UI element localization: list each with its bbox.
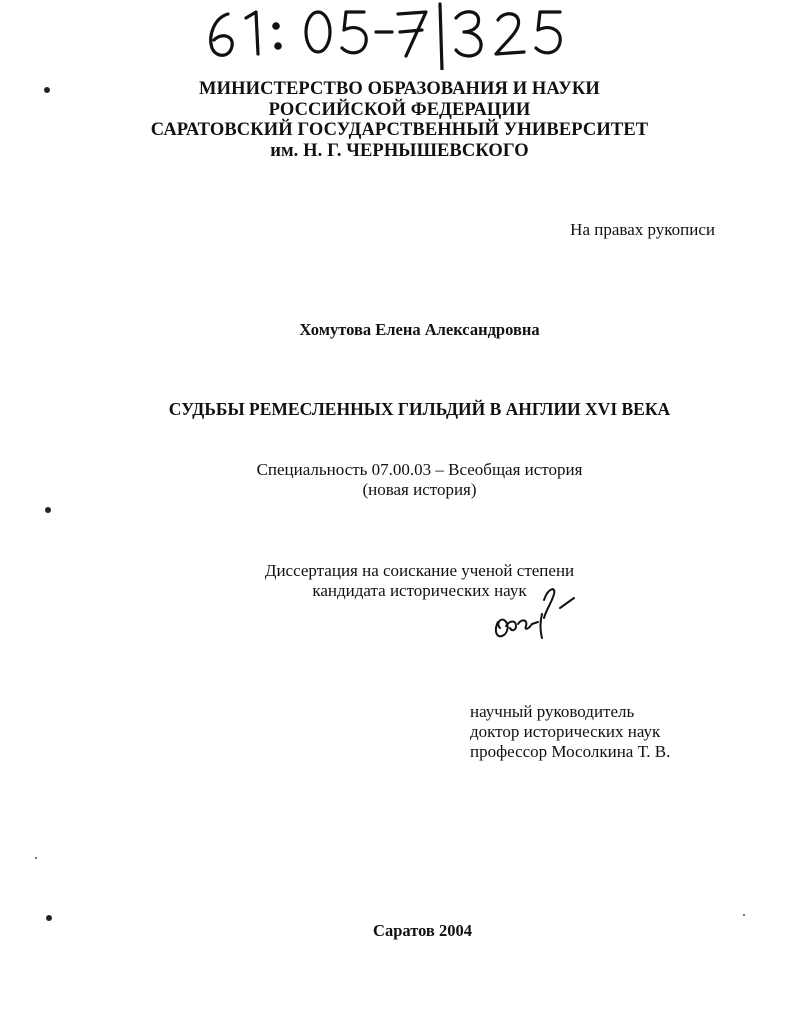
punch-mark-top — [44, 87, 50, 93]
supervisor-block — [470, 702, 670, 762]
supervisor-degree: доктор исторических наук — [470, 722, 661, 741]
specialty-block — [0, 460, 799, 500]
institution-country: РОССИЙСКОЙ ФЕДЕРАЦИИ — [268, 99, 531, 120]
institution-header — [0, 79, 799, 161]
handwritten-archive-code — [200, 0, 580, 70]
place-and-year: Саратов 2004 — [373, 921, 472, 940]
author-name: Хомутова Елена Александровна — [299, 320, 540, 339]
specialty-code: Специальность 07.00.03 – Всеобщая история — [256, 460, 583, 479]
institution-namesake: им. Н. Г. ЧЕРНЫШЕВСКОГО — [270, 140, 529, 161]
degree-name: кандидата исторических наук — [312, 581, 527, 600]
institution-ministry: МИНИСТЕРСТВО ОБРАЗОВАНИЯ И НАУКИ — [199, 79, 600, 99]
scan-speck — [35, 857, 37, 859]
supervisor-name: профессор Мосолкина Т. В. — [470, 742, 671, 761]
degree-purpose: Диссертация на соискание ученой степени — [264, 561, 575, 580]
specialty-subfield: (новая история) — [362, 480, 477, 499]
punch-mark-middle — [45, 507, 51, 513]
degree-block — [0, 561, 799, 601]
punch-mark-bottom — [46, 915, 52, 921]
supervisor-role: научный руководитель — [470, 702, 635, 721]
institution-university: САРАТОВСКИЙ ГОСУДАРСТВЕННЫЙ УНИВЕРСИТЕТ — [150, 120, 649, 140]
handwritten-signature — [488, 580, 588, 645]
rights-note: На правах рукописи — [570, 220, 715, 239]
scan-speck — [743, 914, 745, 916]
dissertation-title: СУДЬБЫ РЕМЕСЛЕННЫХ ГИЛЬДИЙ В АНГЛИИ XVI ВЕКА — [168, 399, 671, 419]
